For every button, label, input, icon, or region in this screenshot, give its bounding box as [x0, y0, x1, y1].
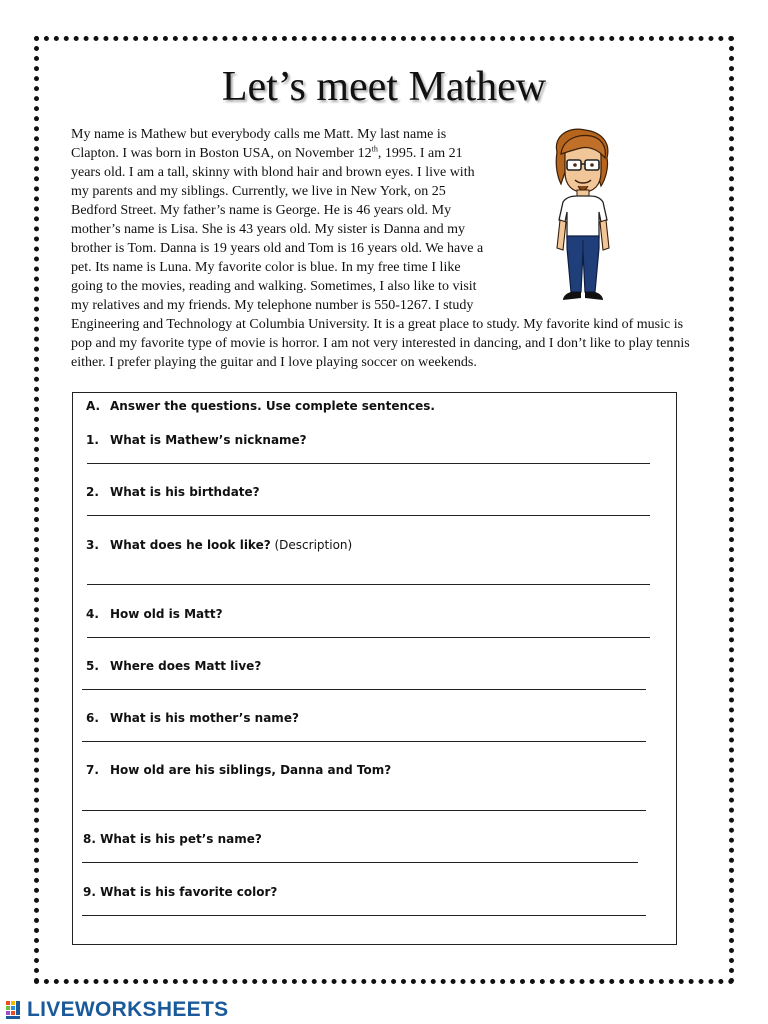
- question-number: 3.: [86, 538, 99, 552]
- story-line-part: Clapton. I was born in Boston USA, on November 12: [71, 146, 372, 161]
- answer-line-2[interactable]: [87, 515, 650, 516]
- answer-line-6[interactable]: [82, 741, 646, 742]
- answer-line-1[interactable]: [87, 463, 650, 464]
- question-item: [86, 711, 299, 725]
- story-line-part: , 1995. I am 21: [377, 146, 463, 161]
- story-line: brother is Tom. Danna is 19 years old and Tom is 16 years old. We have a: [71, 241, 484, 256]
- ordinal-suffix: th: [371, 144, 378, 154]
- page-title: Let’s meet Mathew: [221, 64, 547, 110]
- question-item: [83, 885, 277, 899]
- questions-section: [72, 392, 677, 945]
- question-item: [86, 607, 223, 621]
- question-text: How old are his siblings, Danna and Tom?: [110, 763, 392, 777]
- question-text: What is his birthdate?: [110, 485, 260, 499]
- question-text: What does he look like?: [110, 538, 271, 552]
- question-text: How old is Matt?: [110, 607, 223, 621]
- question-text: 8. What is his pet’s name?: [83, 832, 262, 846]
- story-line: Bedford Street. My father’s name is George. He is 46 years old. My: [71, 203, 452, 218]
- question-text: Where does Matt live?: [110, 659, 262, 673]
- section-letter: A.: [86, 399, 101, 413]
- section-heading: [86, 399, 435, 413]
- story-line: my relatives and my friends. My telephone number is 550-1267. I study: [71, 298, 474, 313]
- story-line: My name is Mathew but everybody calls me Matt. My last name is: [71, 127, 447, 142]
- answer-line-5[interactable]: [82, 689, 646, 690]
- question-text: 9. What is his favorite color?: [83, 885, 278, 899]
- question-number: 5.: [86, 659, 99, 673]
- question-text: What is Mathew’s nickname?: [110, 433, 307, 447]
- question-number: 2.: [86, 485, 99, 499]
- question-hint: (Description): [270, 538, 353, 552]
- story-line: pop and my favorite type of movie is horror. I am not very interested in dancing, and I don’t like to play tennis: [71, 336, 690, 351]
- question-item: [83, 832, 262, 846]
- answer-line-8[interactable]: [82, 862, 638, 863]
- story-line: Engineering and Technology at Columbia University. It is a great place to study. My favorite kind of music is: [71, 317, 684, 332]
- question-number: 7.: [86, 763, 99, 777]
- answer-line-3[interactable]: [87, 584, 650, 585]
- question-item: [86, 433, 307, 447]
- question-number: 4.: [86, 607, 99, 621]
- story-line: pet. Its name is Luna. My favorite color is blue. In my free time I like: [71, 260, 461, 275]
- question-item: [86, 485, 260, 499]
- story-line: mother’s name is Lisa. She is 43 years old. My sister is Danna and my: [71, 222, 466, 237]
- liveworksheets-logo-icon: [5, 999, 25, 1021]
- answer-line-4[interactable]: [87, 637, 650, 638]
- story-line: going to the movies, reading and walking. Sometimes, I also like to visit: [71, 279, 477, 294]
- question-item: [86, 659, 261, 673]
- question-item: [86, 763, 391, 777]
- question-number: 6.: [86, 711, 99, 725]
- answer-line-9[interactable]: [82, 915, 646, 916]
- mathew-cartoon-illustration: [545, 128, 621, 306]
- liveworksheets-footer[interactable]: [5, 998, 228, 1022]
- section-instruction: Answer the questions. Use complete sentences.: [110, 399, 435, 413]
- question-item: [86, 538, 352, 552]
- story-line: either. I prefer playing the guitar and I love playing soccer on weekends.: [71, 355, 477, 370]
- question-text: What is his mother’s name?: [110, 711, 299, 725]
- question-number: 1.: [86, 433, 99, 447]
- story-line: my parents and my siblings. Currently, we live in New York, on 25: [71, 184, 446, 199]
- answer-line-7[interactable]: [82, 810, 646, 811]
- story-line: years old. I am a tall, skinny with blond hair and brown eyes. I live with: [71, 165, 475, 180]
- liveworksheets-brand: LIVEWORKSHEETS: [27, 998, 229, 1021]
